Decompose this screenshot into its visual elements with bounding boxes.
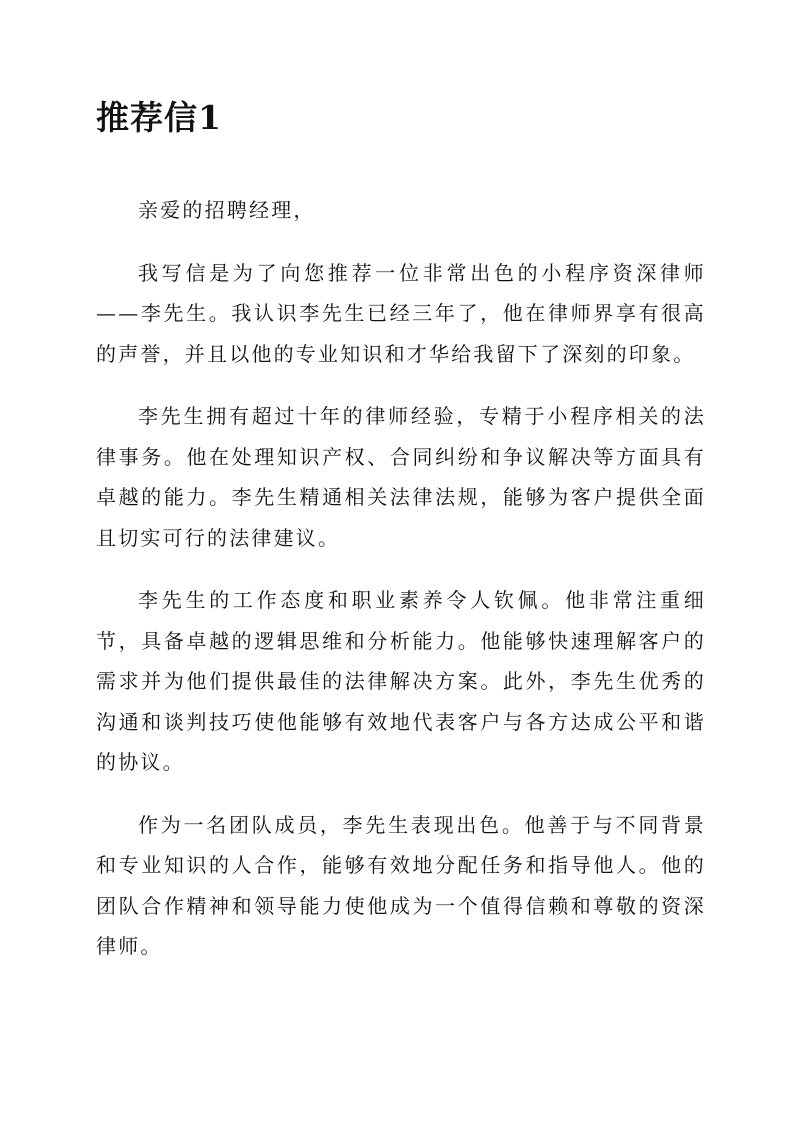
paragraph-2: 李先生拥有超过十年的律师经验，专精于小程序相关的法律事务。他在处理知识产权、合同纠纷和争议解决等方面具有卓越的能力。李先生精通相关法律法规，能够为客户提供全面且切实可行的法律建议。 — [96, 404, 706, 550]
document-title: 推荐信1 — [96, 98, 222, 137]
salutation: 亲爱的招聘经理， — [138, 198, 316, 222]
paragraph-4: 作为一名团队成员，李先生表现出色。他善于与不同背景和专业知识的人合作，能够有效地分配任务和指导他人。他的团队合作精神和领导能力使他成为一个值得信赖和尊敬的资深律师。 — [96, 812, 706, 958]
paragraph-1: 我写信是为了向您推荐一位非常出色的小程序资深律师——李先生。我认识李先生已经三年了，他在律师界享有很高的声誉，并且以他的专业知识和才华给我留下了深刻的印象。 — [96, 260, 706, 366]
paragraph-3: 李先生的工作态度和职业素养令人钦佩。他非常注重细节，具备卓越的逻辑思维和分析能力。他能够快速理解客户的需求并为他们提供最佳的法律解决方案。此外，李先生优秀的沟通和谈判技巧使他能够有效地代表客户与各方达成公平和谐的协议。 — [96, 588, 706, 774]
letter-body — [96, 190, 706, 989]
